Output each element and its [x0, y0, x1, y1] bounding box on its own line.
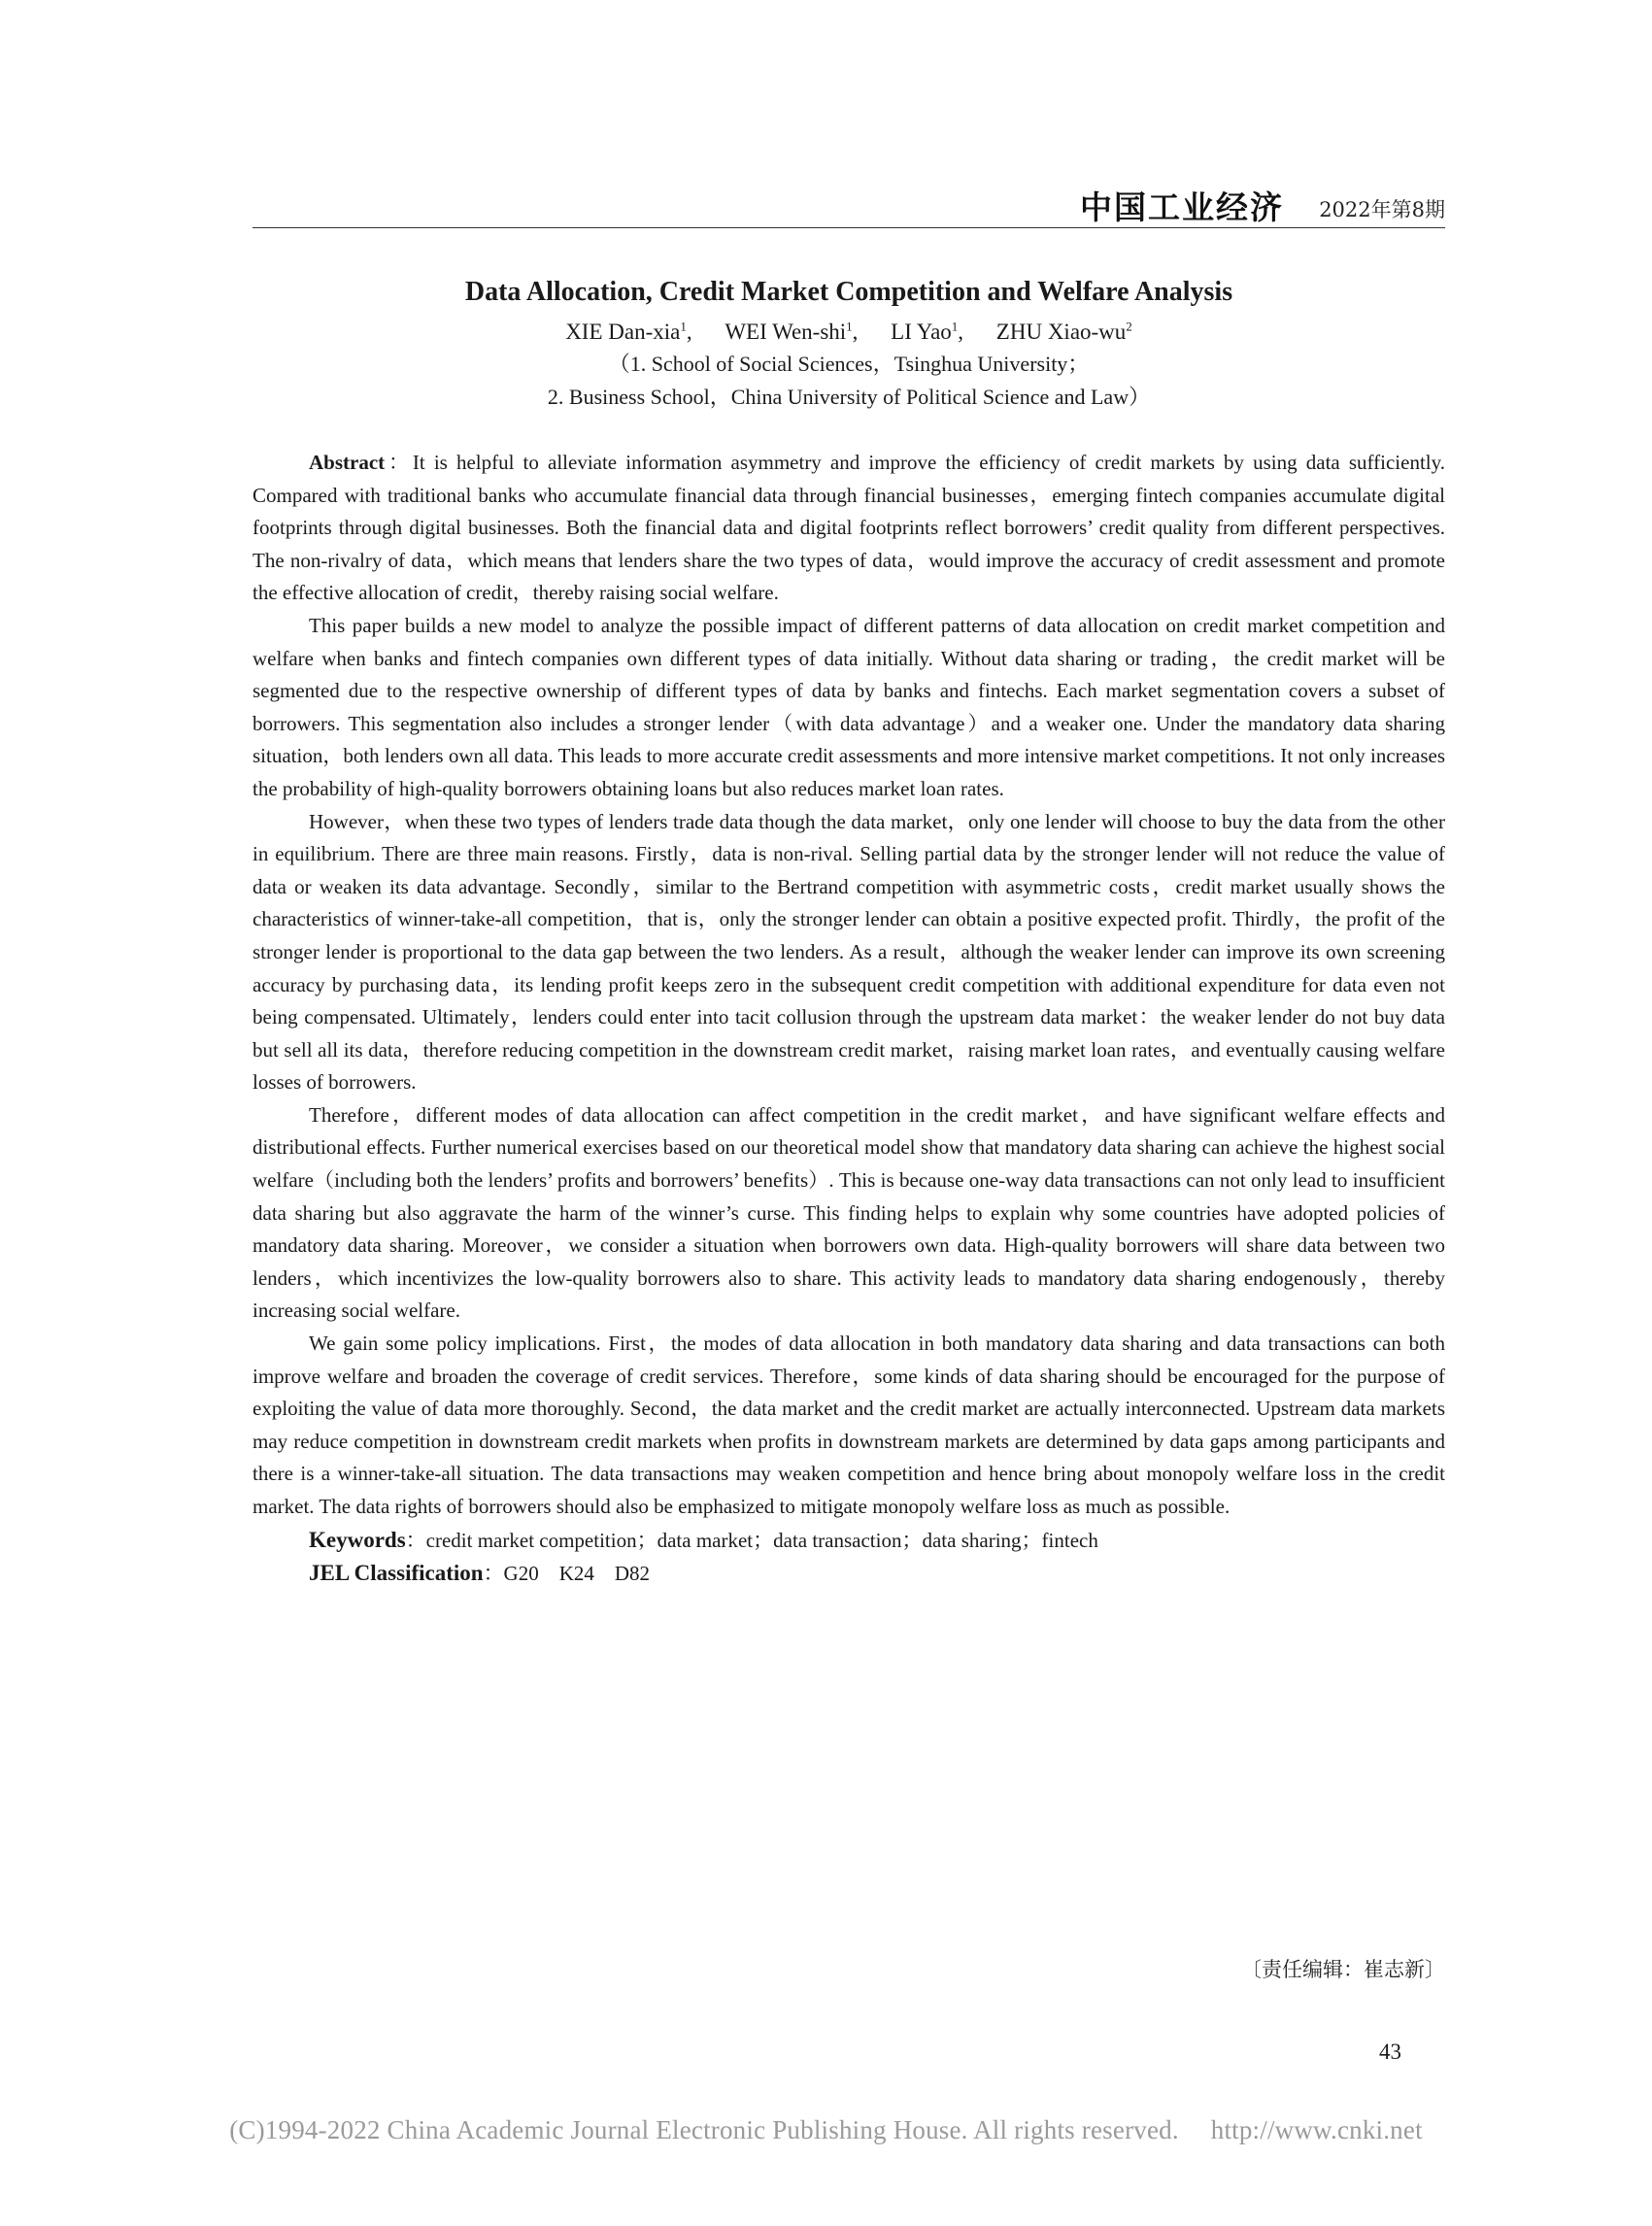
abstract-paragraph: Therefore，different modes of data allocation can affect competition in the credit market，and have significant welfare effects and distributional effects. Further numerical exercises based on our theoretical model show that mandatory data sharing can achieve the highest social welfare（including both the lenders’ profits and borrowers’ benefits）. This is because one-way data transactions can not only lead to insufficient data sharing but also aggravate the harm of the winner’s curse. This finding helps to explain why some countries have adopted policies of mandatory data sharing. Moreover，we consider a situation when borrowers own data. High-quality borrowers will share data between two lenders，which incentivizes the low-quality borrowers also to share. This activity leads to mandatory data sharing endogenously，thereby increasing social welfare.	[253, 1102, 1445, 1323]
author: WEI Wen-shi$^1$,	[725, 319, 859, 344]
issue-number: 2022年第8期	[1319, 198, 1445, 221]
title-block	[253, 274, 1445, 414]
affiliation-line: （1. School of Social Sciences，Tsinghua University；	[608, 351, 1090, 376]
affiliation-line: 2. Business School，China University of Political Science and Law）	[547, 384, 1151, 409]
keywords-label: Keywords	[309, 1527, 406, 1552]
author: XIE Dan-xia$^1$,	[565, 319, 692, 344]
abstract-paragraph: Abstract：It is helpful to alleviate information asymmetry and improve the efficiency of credit markets by using data sufficiently. Compared with traditional banks who accumulate financial data through financial businesses，emerging fintech companies accumulate digital footprints through digital businesses. Both the financial data and digital footprints reflect borrowers’ credit quality from different perspectives. The non-rivalry of data，which means that lenders share the two types of data，would improve the accuracy of credit assessment and promote the effective allocation of credit，thereby raising social welfare.	[253, 451, 1445, 605]
page-number: 43	[1379, 2040, 1401, 2064]
copyright-text: (C)1994-2022 China Academic Journal Electronic Publishing House. All rights reserved.	[229, 2115, 1179, 2144]
abstract-label: Abstract	[309, 451, 386, 474]
journal-name: 中国工业经济	[1080, 188, 1284, 226]
jel-text: ：G20 K24 D82	[483, 1562, 651, 1586]
abstract-paragraph: However，when these two types of lenders trade data though the data market，only one lender will choose to buy the data from the other in equilibrium. There are three main reasons. Firstly，data is non-rival. Selling partial data by the stronger lender will not reduce the value of data or weaken its data advantage. Secondly，similar to the Bertrand competition with asymmetric costs，credit market usually shows the characteristics of winner-take-all competition，that is，only the stronger lender can obtain a positive expected profit. Thirdly，the profit of the stronger lender is proportional to the data gap between the two lenders. As a result，although the weaker lender can improve its own screening accuracy by purchasing data，its lending profit keeps zero in the subsequent credit competition with additional expenditure for data even not being compensated. Ultimately，lenders could enter into tacit collusion through the upstream data market：the weaker lender do not buy data but sell all its data，therefore reducing competition in the downstream credit market，raising market loan rates，and eventually causing welfare losses of borrowers.	[253, 809, 1445, 1095]
author: ZHU Xiao-$wu^2$	[995, 319, 1132, 344]
abstract-paragraph: This paper builds a new model to analyze the possible impact of different patterns of data allocation on credit market competition and welfare when banks and fintech companies own different types of data initially. Without data sharing or trading，the credit market will be segmented due to the respective ownership of different types of data by banks and fintechs. Each market segmentation covers a subset of borrowers. This segmentation also includes a stronger lender（with data advantage）and a weaker one. Under the mandatory data sharing situation，both lenders own all data. This leads to more accurate credit assessments and more intensive market competitions. It not only increases the probability of high-quality borrowers obtaining loans but also reduces market loan rates.	[253, 613, 1445, 800]
jel-line	[253, 1557, 1445, 1591]
keywords-text: ：credit market competition；data market；data transaction；data sharing；fintech	[405, 1528, 1098, 1552]
running-header	[253, 183, 1445, 228]
abstract-paragraph: We gain some policy implications. First，the modes of data allocation in both mandatory data sharing and data transactions can both improve welfare and broaden the coverage of credit services. Therefore，some kinds of data sharing should be encouraged for the purpose of exploiting the value of data more thoroughly. Second，the data market and the credit market are actually interconnected. Upstream data markets may reduce competition in downstream credit markets when profits in downstream markets are determined by data gaps among participants and there is a winner-take-all situation. The data transactions may weaken competition and hence bring about monopoly welfare loss in the credit market. The data rights of borrowers should also be emphasized to mitigate monopoly welfare loss as much as possible.	[253, 1332, 1445, 1518]
author: LI Yao$^1$,	[891, 319, 964, 344]
author-list	[253, 311, 1445, 348]
editor-note: 〔责任编辑：崔志新〕	[1241, 1958, 1445, 1981]
jel-label: JEL Classification	[309, 1561, 484, 1586]
copyright-footer	[0, 2115, 1652, 2145]
keywords-line	[253, 1524, 1445, 1558]
paper-title: Data Allocation, Credit Market Competition and Welfare Analysis	[464, 277, 1233, 307]
footer-url[interactable]: http://www.cnki.net	[1210, 2115, 1423, 2144]
abstract-body	[253, 447, 1445, 1591]
